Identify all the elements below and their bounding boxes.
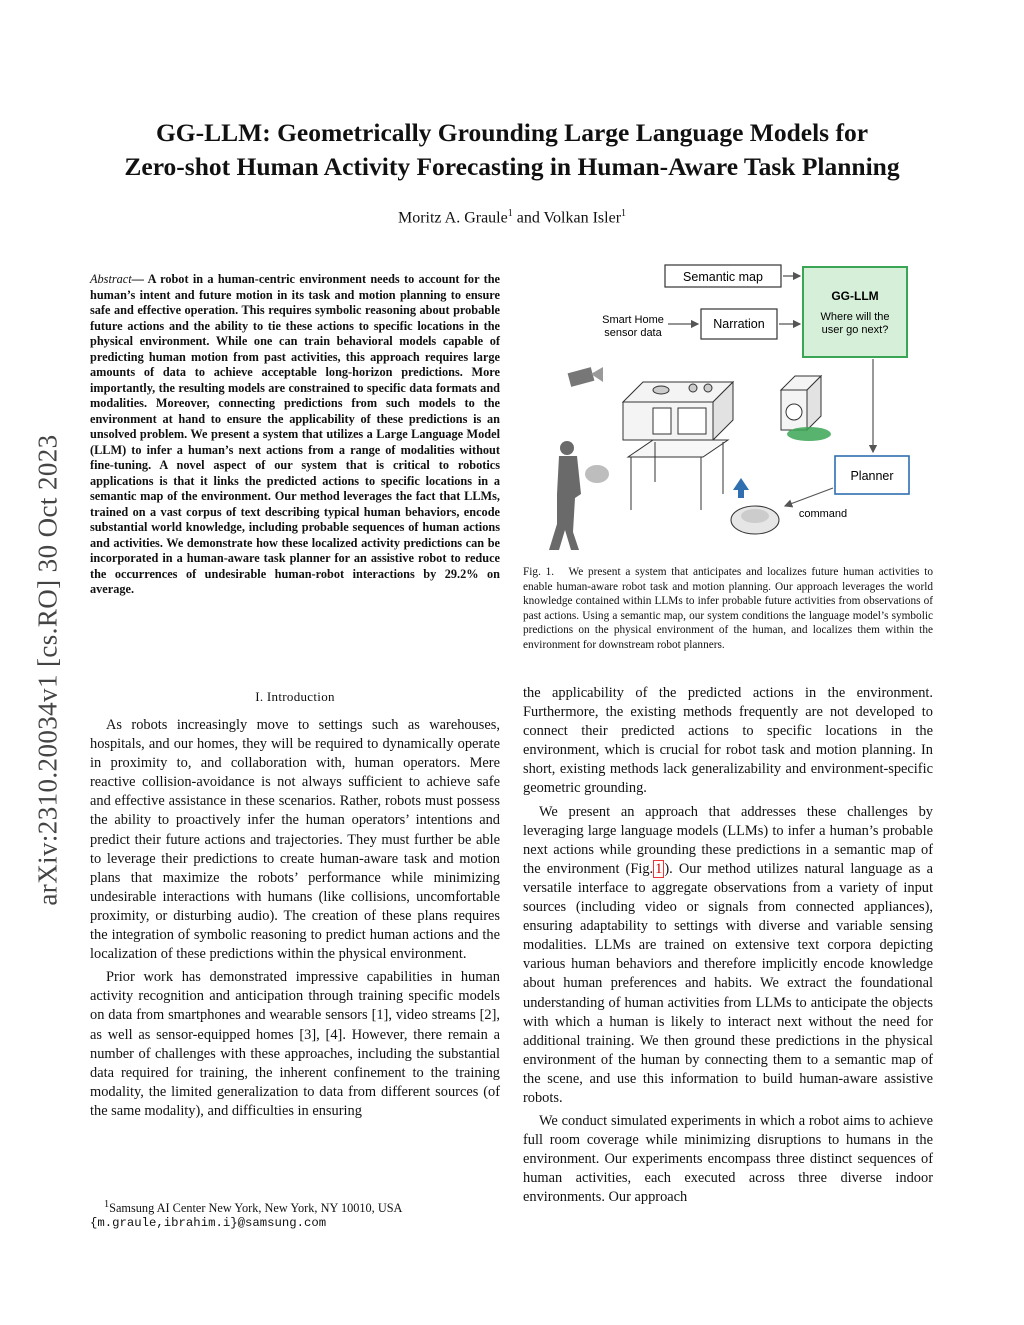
planner-label: Planner	[850, 469, 894, 483]
caption-label: Fig. 1.	[523, 566, 555, 578]
robot-direction-arrow	[733, 478, 749, 498]
right-paragraph-2	[523, 803, 933, 1109]
abstract-text: — A robot in a human-centric environment needs to account for the human’s intent and future motion in its task and motion planning to ensure safe and effective operation. This requires symbolic reasoning about probable future actions and the ability to tie these actions to specific locations in the physical environment. While one can train behavioral models capable of predicting human motion from past activities, this approach requires large amounts of data to achieve acceptable long-horizon predictions. More importantly, the resulting models are constrained to specific data formats and modalities. Moreover, connecting predictions from such models to the environment at hand to ensure the applicability of these predictions is an unsolved problem. We present a system that utilizes a Large Language Model (LLM) to infer a human’s next actions from a range of modalities without fine-tuning. A novel aspect of our system that is critical to robotics applications is that it links the predicted actions to specific locations in a semantic map of the environment. Our method leverages the fact that LLMs, trained on a vast corpus of text describing typical human behaviors, encode substantial world knowledge, including probable sequences of human actions and activities. We demonstrate how these localized activity predictions can be incorporated in a human-aware task planner for an assistive robot to reduce the occurrences of undesirable human-robot interactions by 29.2% on average.	[90, 272, 500, 596]
right-paragraph-3: We conduct simulated experiments in which a robot aims to achieve full room coverage while minimizing disruptions to humans in the environment. Our experiments encompass three distinct sequences of human activities, each executed across three diverse indoor environments. Our approach	[523, 1113, 933, 1206]
section-heading: I. Introduction	[255, 689, 335, 704]
author-1: Moritz A. Graule	[397, 209, 508, 227]
smart-home-label-2: sensor data	[604, 327, 662, 339]
figure-caption	[523, 565, 933, 653]
footnote-affiliation: Samsung AI Center New York, New York, NY 10010, USA	[109, 1201, 403, 1216]
semantic-map-label: Semantic map	[683, 270, 763, 284]
intro-left	[90, 716, 500, 1125]
abstract	[90, 272, 500, 598]
smart-home-label-1: Smart Home	[602, 314, 664, 326]
figure-1	[523, 262, 933, 554]
gg-llm-question-2: user go next?	[821, 324, 889, 336]
footnote-email: {m.graule,ibrahim.i}@samsung.com	[90, 1216, 327, 1231]
intro-paragraph-1: As robots increasingly move to settings such as warehouses, hospitals, and our homes, they will be required to dynamically operate in proximity to, and collaboration with, human operators. Mere reactive collision-avoidance is not always sufficient to achieve safe and effective assistance in these scenarios. Rather, robots must possess the ability to proactively infer the human operators’ intentions and predict their future actions and trajectories. They must further be able to leverage their predictions to create human-aware task and motion plans that maximize the robots’ performance while minimizing undesirable interactions with humans (like collisions, uncomfortable proximity, or disturbing audio). The creation of these plans requires the integration of symbolic reasoning to predict human actions and the localization of these predictions within the physical environment.	[90, 717, 500, 963]
paper-title	[60, 116, 964, 184]
camera-icon	[568, 367, 603, 387]
predicted-location-marker	[787, 427, 831, 441]
caption-text: We present a system that anticipates and localizes future human activities to enable human-aware robot task and motion planning. Our approach leverages the world knowledge contained within LLMs to infer probable future activities from observations of past actions. Using a semantic map, our system conditions the language model’s symbolic predictions on the physical environment of the human, and localizes them within the environment for downstream robot planners.	[523, 566, 933, 651]
title-line-1: GG-LLM: Geometrically Grounding Large Language Models for	[155, 118, 869, 147]
arxiv-id: arXiv:2310.20034v1 [cs.RO] 30 Oct 2023	[32, 434, 63, 906]
washing-machine-icon	[781, 376, 831, 441]
footnote-mark: 1	[104, 1199, 110, 1210]
title-line-2: Zero-shot Human Activity Forecasting in Human-Aware Task Planning	[124, 152, 900, 181]
arrow-planner-to-robot	[785, 488, 833, 506]
authors	[0, 208, 1024, 227]
human-figure-icon	[549, 441, 609, 550]
arxiv-sidebar	[28, 360, 68, 980]
author-conj: and	[516, 209, 540, 227]
right-paragraph-1: the applicability of the predicted actions in the environment. Furthermore, the existing methods frequently are not developed to connect their predicted actions to specific locations in the environment, which is crucial for robot task and motion planning. In short, existing methods lack generalizability and environment-specific geometric grounding.	[523, 685, 933, 797]
gg-llm-label: GG-LLM	[831, 289, 879, 303]
footnote	[90, 1197, 500, 1231]
intro-paragraph-2: Prior work has demonstrated impressive capabilities in human activity recognition and anticipation through training specific models on data from smartphones and wearable sensors [1], video streams [2], as well as sensor-equipped homes [3], [4]. However, there remain a number of challenges with these approaches, including the substantial data required for training, the inherent confinement to the training modality, the limited generalization to data from different sources (of the same modality), and difficulties in ensuring	[90, 969, 500, 1119]
kitchen-counter-icon	[623, 382, 733, 440]
table-icon	[628, 440, 728, 510]
author-1-affil: 1	[507, 208, 513, 219]
command-label: command	[798, 508, 848, 520]
right-paragraph-2-b: ). Our method utilizes natural language as a versatile interface to aggregate observations from a variety of input sources (including video or signals from connected appliances), ensuring adaptability to settings with diverse and variable sensing modalities. LLMs are trained on extensive text corpora depicting various human behaviors and therefore implicitly encode knowledge about human preferences and habits. We extract the foundational understanding of human activities from LLMs to anticipate the objects with which a human is likely to interact next without the need for additional training. We then ground these predictions in the physical environment of the human by connecting them to a semantic map of the scene, and use this information to build human-aware assistive robots.	[523, 860, 933, 1106]
abstract-label: Abstract	[90, 272, 132, 286]
robot-vacuum-icon	[731, 478, 779, 534]
figure-1-diagram	[523, 262, 933, 554]
author-2: Volkan Isler	[543, 209, 622, 227]
author-2-affil: 1	[621, 208, 627, 219]
figure-reference-link[interactable]: 1	[655, 860, 663, 877]
narration-label: Narration	[713, 317, 765, 331]
intro-right	[523, 684, 933, 1212]
gg-llm-question-1: Where will the	[820, 311, 890, 323]
right-paragraph-2-a: We present an approach that addresses these challenges by leveraging large language models (LLMs) to infer a human’s probable next actions while grounding these predictions in a semantic map of the environment (Fig.	[523, 803, 933, 877]
